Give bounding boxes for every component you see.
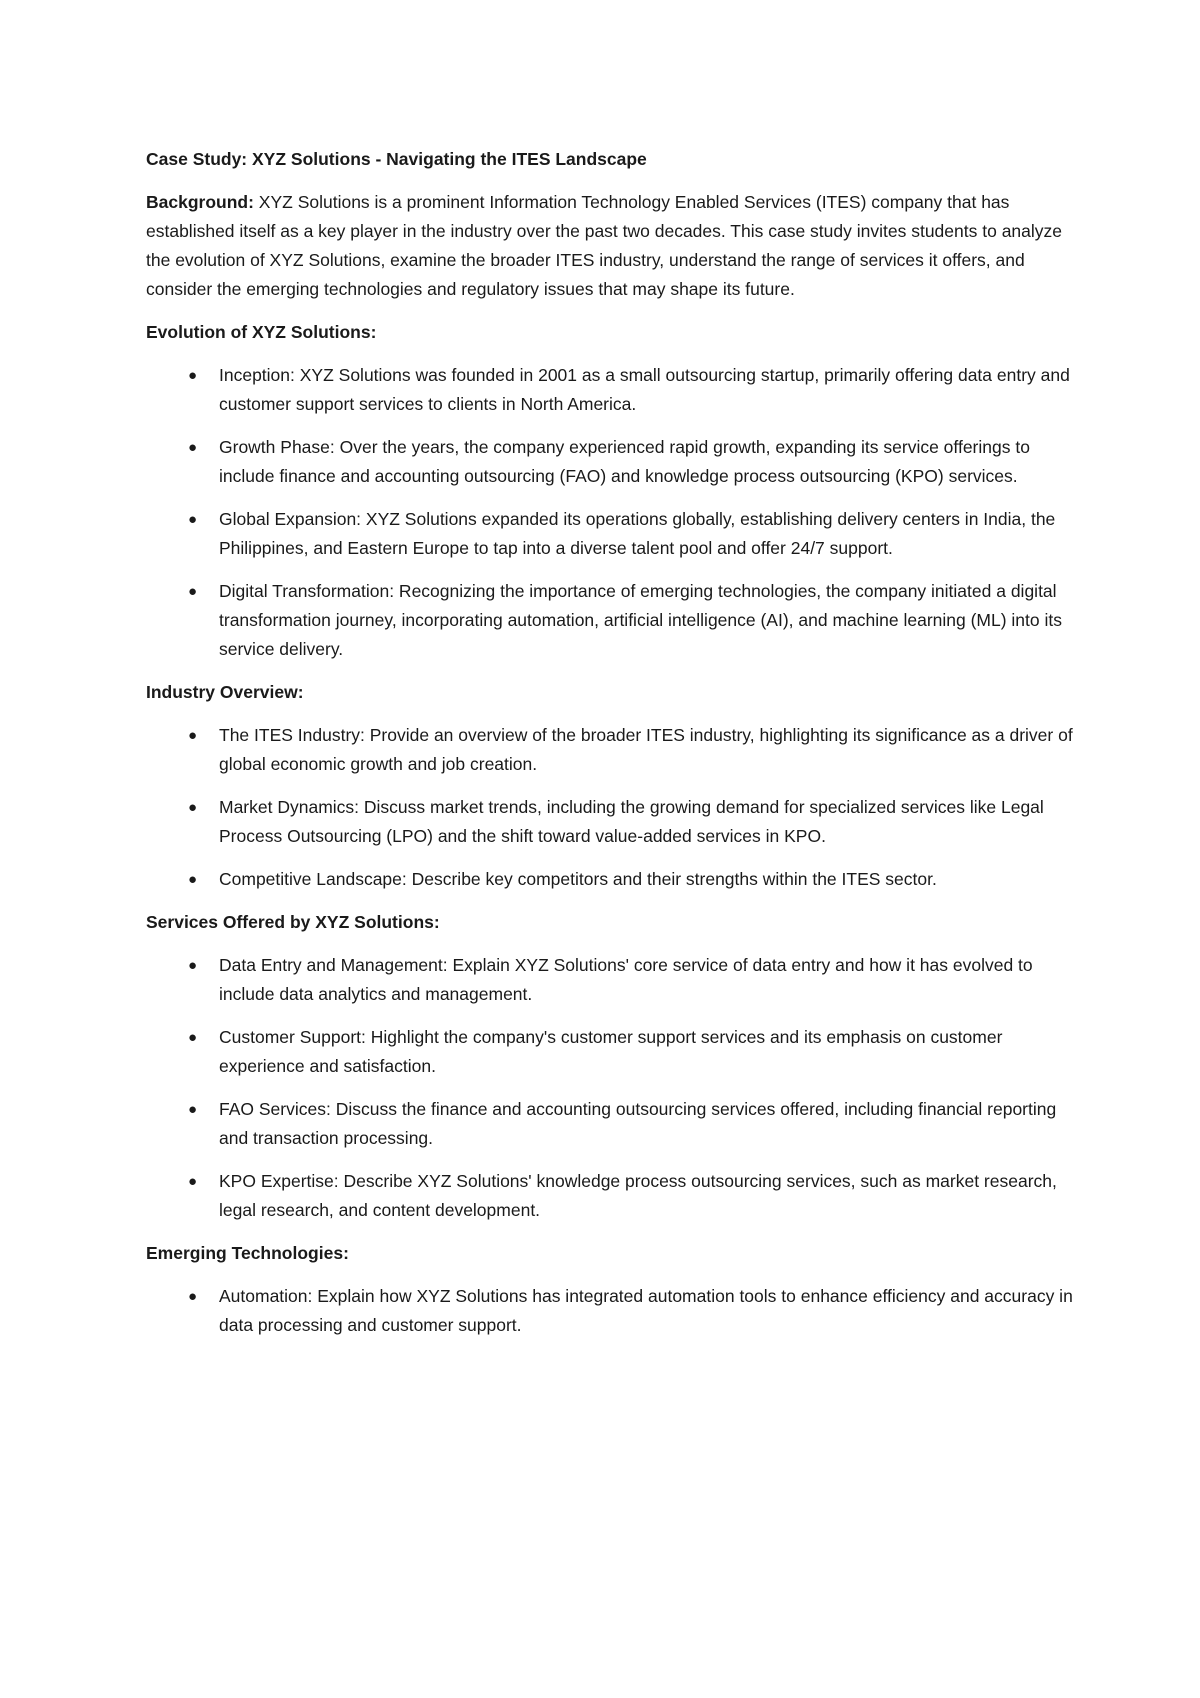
list-item-text: FAO Services: Discuss the finance and accounting outsourcing services offered, including financial reporting and transaction processing.: [219, 1099, 1057, 1148]
background-label: Background:: [146, 192, 254, 212]
bullet-icon: ●: [188, 1101, 198, 1118]
bullet-icon: ●: [188, 727, 198, 744]
list-item: [146, 577, 1076, 664]
document-title: Case Study: XYZ Solutions - Navigating the ITES Landscape: [146, 149, 647, 169]
bullet-icon: ●: [188, 799, 198, 816]
bullet-icon: ●: [188, 1288, 198, 1305]
list-item-text: The ITES Industry: Provide an overview of the broader ITES industry, highlighting its significance as a driver of global economic growth and job creation.: [219, 725, 1073, 774]
bullet-icon: ●: [188, 511, 198, 528]
bullet-list-emerging-technologies: [146, 1282, 1076, 1340]
background-paragraph: [146, 188, 1076, 304]
section-heading-industry-overview: Industry Overview:: [146, 682, 304, 702]
list-item-text: Growth Phase: Over the years, the company experienced rapid growth, expanding its service offerings to include finance and accounting outsourcing (FAO) and knowledge process outsourcing (KPO) services.: [219, 437, 1030, 486]
list-item: [146, 1167, 1076, 1225]
section-heading-evolution: Evolution of XYZ Solutions:: [146, 322, 377, 342]
bullet-list-services-offered: [146, 951, 1076, 1225]
list-item: [146, 951, 1076, 1009]
bullet-icon: ●: [188, 957, 198, 974]
section-heading-services-offered: Services Offered by XYZ Solutions:: [146, 912, 440, 932]
list-item-text: Competitive Landscape: Describe key competitors and their strengths within the ITES sector.: [219, 869, 937, 889]
list-item-text: Market Dynamics: Discuss market trends, including the growing demand for specialized services like Legal Process Outsourcing (LPO) and the shift toward value-added services in KPO.: [219, 797, 1044, 846]
list-item: [146, 361, 1076, 419]
bullet-icon: ●: [188, 439, 198, 456]
list-item: [146, 721, 1076, 779]
list-item-text: Data Entry and Management: Explain XYZ Solutions' core service of data entry and how it has evolved to include data analytics and management.: [219, 955, 1033, 1004]
list-item-text: Automation: Explain how XYZ Solutions has integrated automation tools to enhance efficiency and accuracy in data processing and customer support.: [219, 1286, 1073, 1335]
list-item-text: Digital Transformation: Recognizing the importance of emerging technologies, the company initiated a digital transformation journey, incorporating automation, artificial intelligence (AI), and machine learning (ML) into its service delivery.: [219, 581, 1062, 659]
list-item: [146, 1095, 1076, 1153]
section-heading-emerging-technologies: Emerging Technologies:: [146, 1243, 349, 1263]
list-item: [146, 1023, 1076, 1081]
list-item: [146, 865, 1076, 894]
list-item: [146, 433, 1076, 491]
list-item-text: Inception: XYZ Solutions was founded in 2001 as a small outsourcing startup, primarily offering data entry and customer support services to clients in North America.: [219, 365, 1070, 414]
background-text: XYZ Solutions is a prominent Information Technology Enabled Services (ITES) company that has established itself as a key player in the industry over the past two decades. This case study invites students to analyze the evolution of XYZ Solutions, examine the broader ITES industry, understand the range of services it offers, and consider the emerging technologies and regulatory issues that may shape its future.: [146, 192, 1063, 299]
bullet-list-evolution: [146, 361, 1076, 664]
list-item-text: Customer Support: Highlight the company's customer support services and its emphasis on customer experience and satisfaction.: [219, 1027, 1003, 1076]
bullet-list-industry-overview: [146, 721, 1076, 894]
list-item-text: KPO Expertise: Describe XYZ Solutions' knowledge process outsourcing services, such as market research, legal research, and content development.: [219, 1171, 1057, 1220]
document-page: [146, 145, 1076, 1354]
list-item: [146, 1282, 1076, 1340]
bullet-icon: ●: [188, 871, 198, 888]
bullet-icon: ●: [188, 367, 198, 384]
bullet-icon: ●: [188, 1173, 198, 1190]
bullet-icon: ●: [188, 583, 198, 600]
list-item: [146, 793, 1076, 851]
list-item-text: Global Expansion: XYZ Solutions expanded its operations globally, establishing delivery centers in India, the Philippines, and Eastern Europe to tap into a diverse talent pool and offer 24/7 support.: [219, 509, 1056, 558]
bullet-icon: ●: [188, 1029, 198, 1046]
list-item: [146, 505, 1076, 563]
